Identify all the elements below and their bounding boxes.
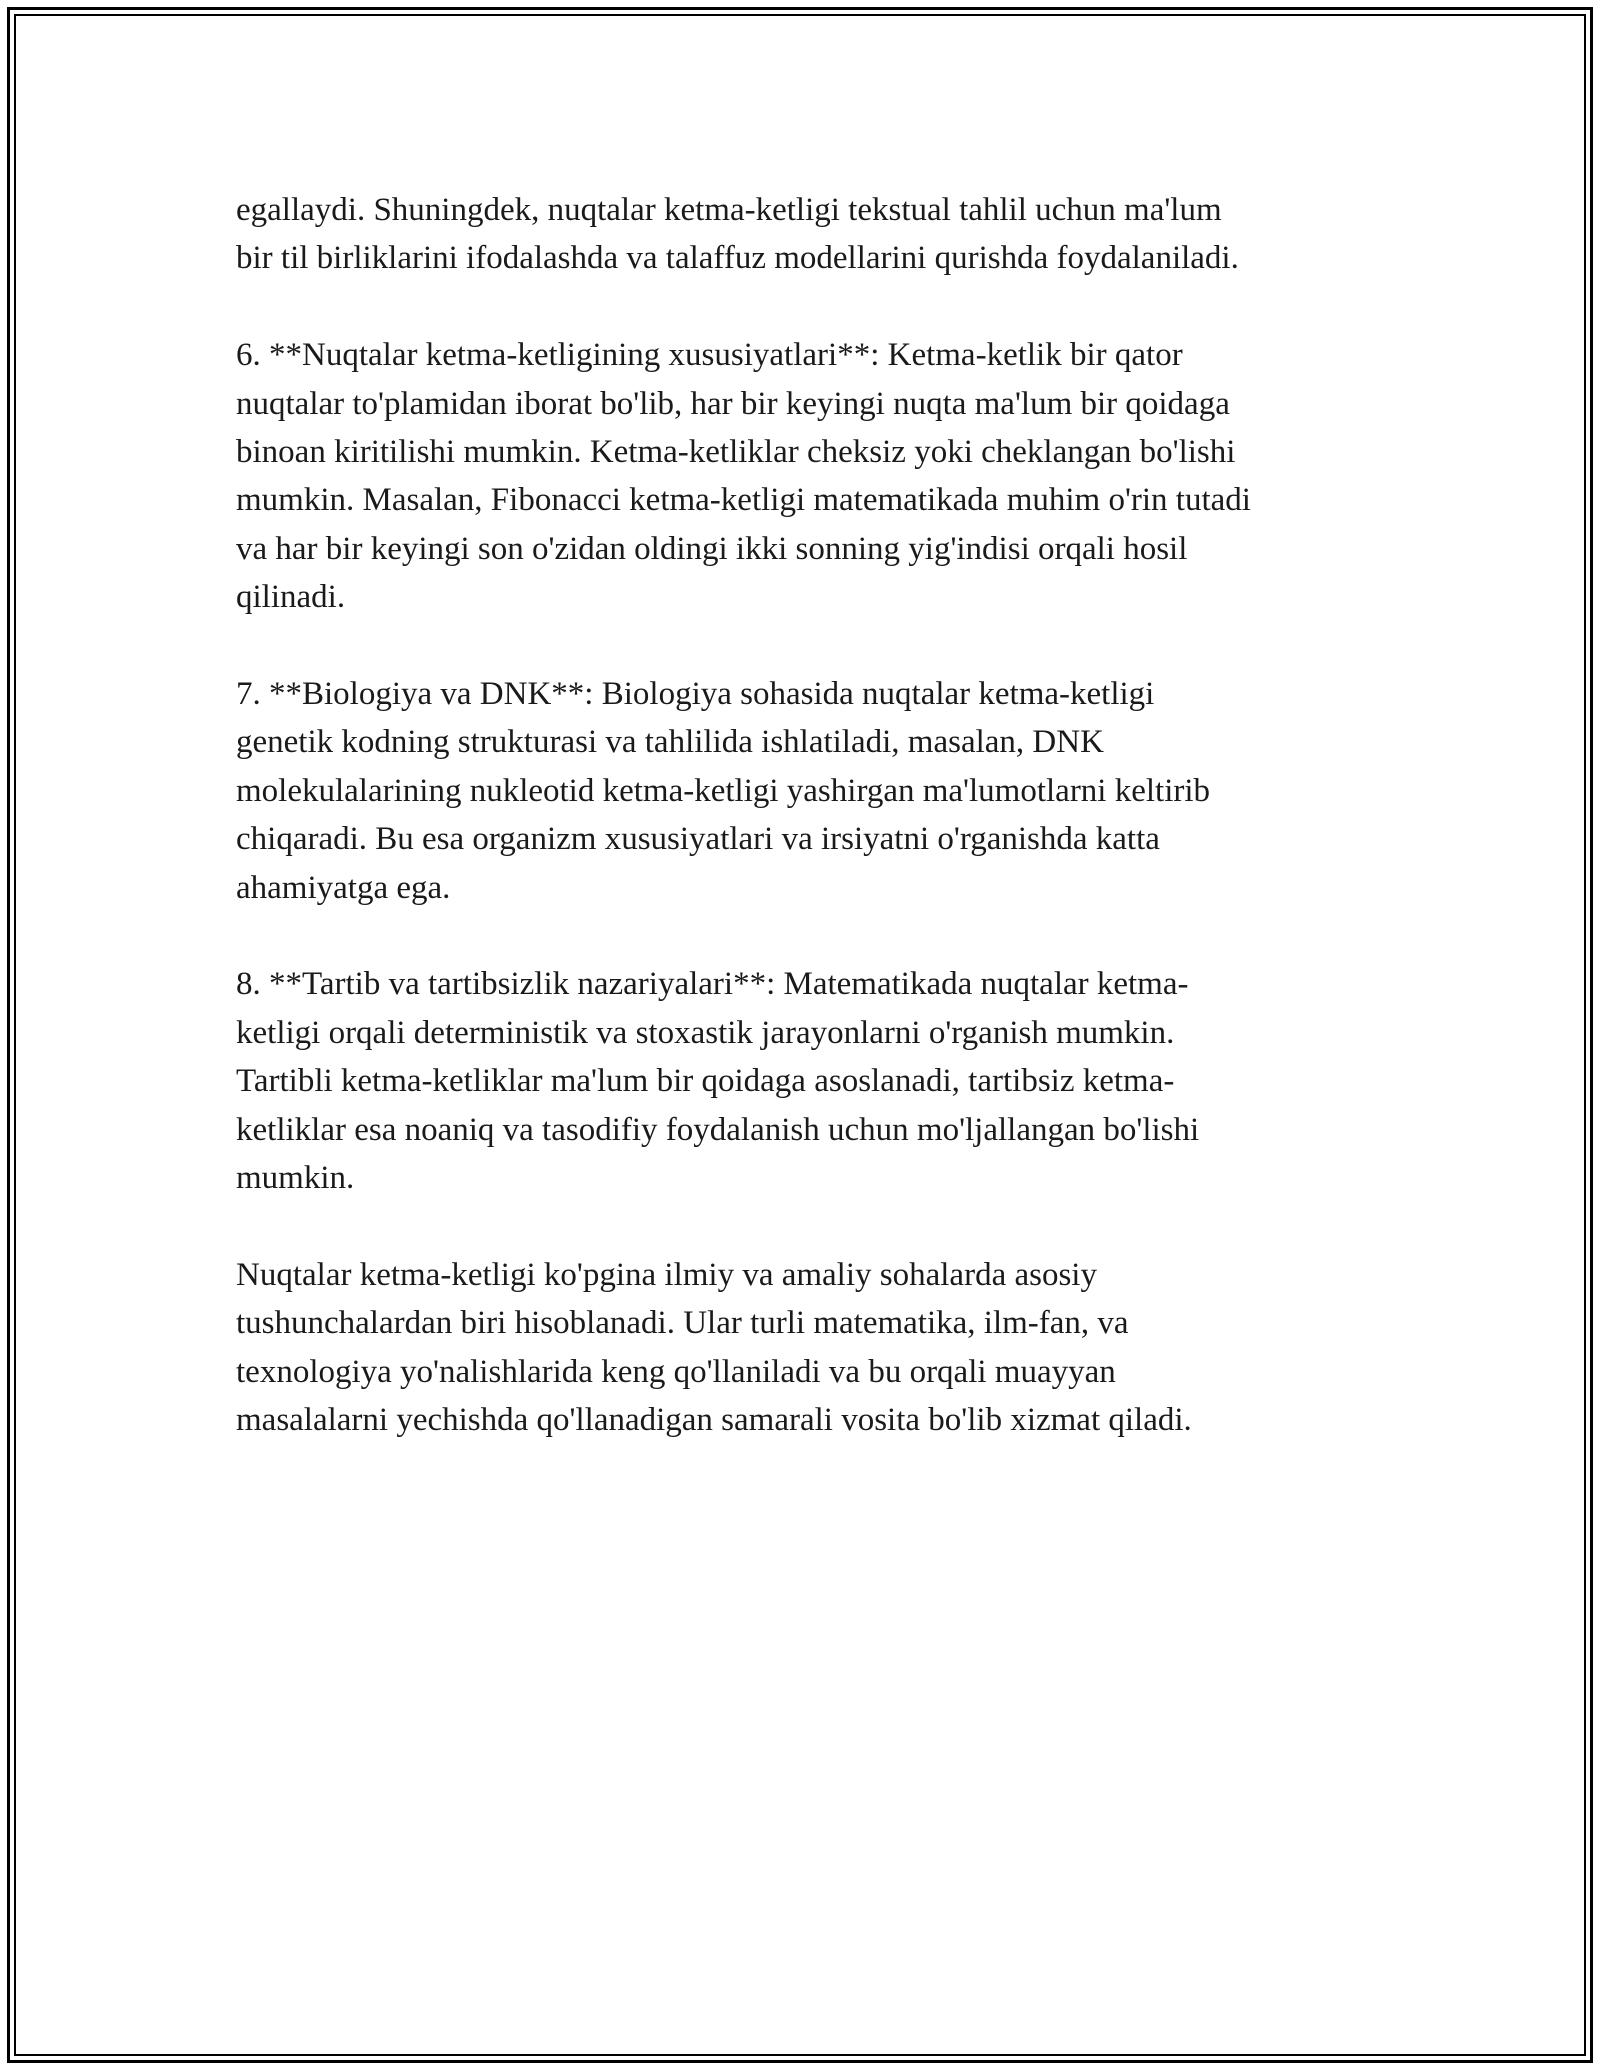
paragraph-conclusion: Nuqtalar ketma-ketligi ko'pgina ilmiy va amaliy sohalarda asosiy tushunchalardan biri hisoblanadi. Ular turli matematika, ilm-fan, va texnologiya yo'nalishlarida keng qo'llaniladi va bu orqali muayyan masalalarni yechishda qo'llanadigan samarali vosita bo'lib xizmat qiladi. <box>236 1256 1192 1439</box>
paragraph-item-8: 8. **Tartib va tartibsizlik nazariyalari**: Matematikada nuqtalar ketma- ketligi orqali deterministik va stoxastik jarayonlarni o'rganish mumkin. Tartibli ketma-ketliklar ma'lum bir qoidaga asoslanadi, tartibsiz ketma- ketliklar esa noaniq va tasodifiy foydalanish uchun mo'ljallangan bo'lishi mumkin. <box>236 966 1200 1197</box>
document-body <box>236 186 1381 1493</box>
paragraph-item-7: 7. **Biologiya va DNK**: Biologiya sohasida nuqtalar ketma-ketligi genetik kodning strukturasi va tahlilida ishlatiladi, masalan, DNK molekulalarining nukleotid ketma-ketligi yashirgan ma'lumotlarni keltirib chiqaradi. Bu esa organizm xususiyatlari va irsiyatni o'rganishda katta ahamiyatga ega. <box>236 676 1211 906</box>
paragraph-intro-continuation: egallaydi. Shuningdek, nuqtalar ketma-ketligi tekstual tahlil uchun ma'lum bir til birliklarini ifodalashda va talaffuz modellarini qurishda foydalaniladi. <box>236 192 1239 277</box>
paragraph-item-6: 6. **Nuqtalar ketma-ketligining xususiyatlari**: Ketma-ketlik bir qator nuqtalar to'plamidan iborat bo'lib, har bir keyingi nuqta ma'lum bir qoidaga binoan kiritilishi mumkin. Ketma-ketliklar cheksiz yoki cheklangan bo'lishi mumkin. Masalan, Fibonacci ketma-ketligi matematikada muhim o'rin tutadi va har bir keyingi son o'zidan oldingi ikki sonning yig'indisi orqali hosil qilinadi. <box>236 337 1251 616</box>
